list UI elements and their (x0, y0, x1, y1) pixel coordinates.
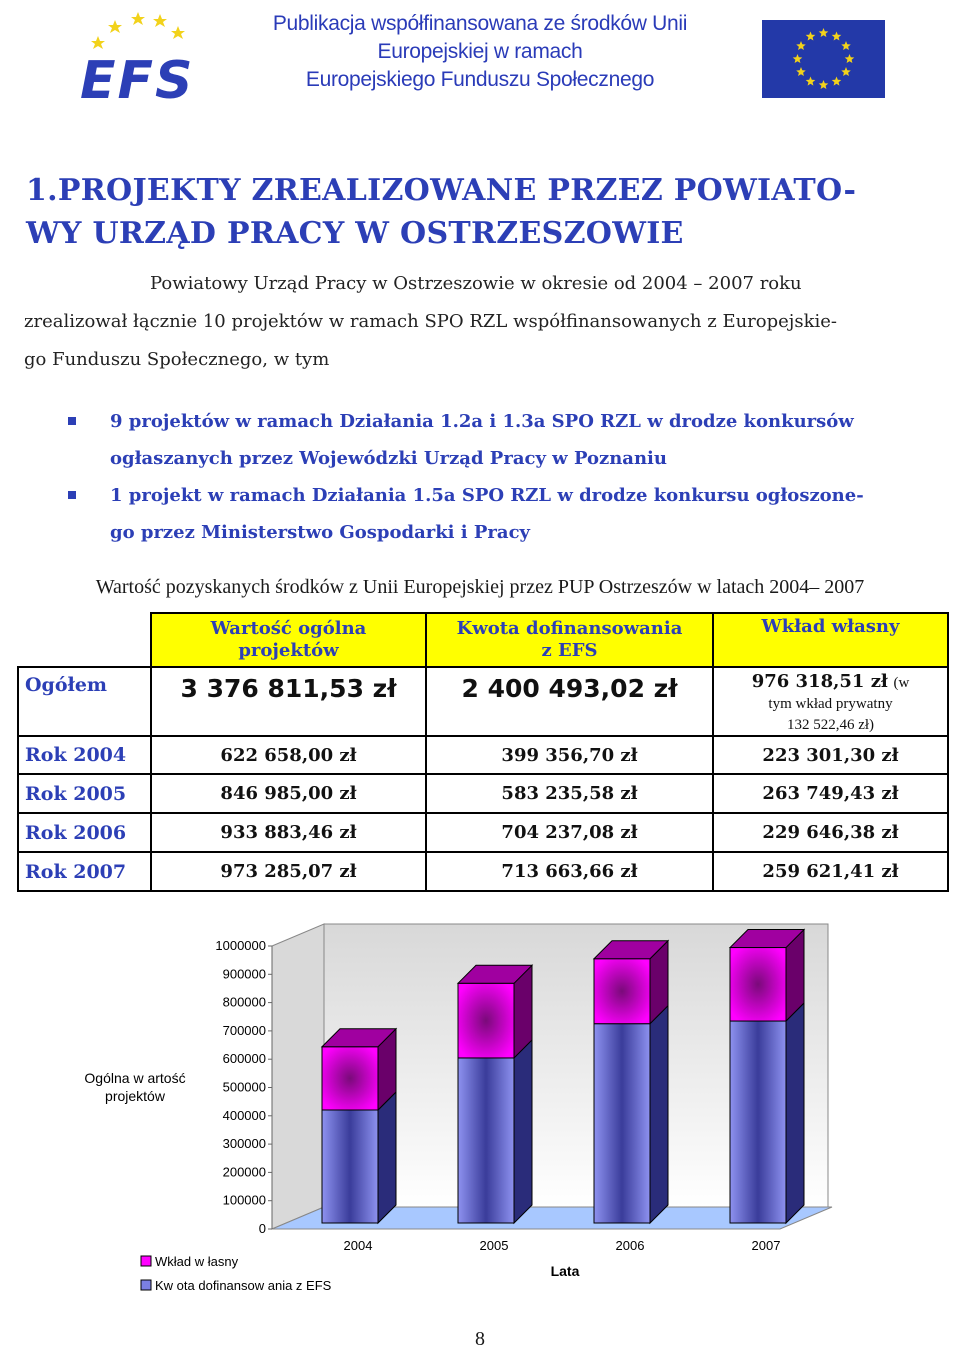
y-tick-label: 300000 (222, 1136, 266, 1152)
cell-efs: 583 235,58 zł (426, 774, 713, 813)
bar-own (594, 959, 650, 1024)
table-corner (18, 613, 151, 667)
own-note-a: (w (893, 675, 910, 691)
cell-own: 223 301,30 zł (713, 736, 948, 774)
bullet-marker-icon (68, 417, 76, 425)
y-tick-label: 100000 (222, 1192, 266, 1208)
bar-efs-side (650, 1006, 668, 1223)
total-value-cell: 3 376 811,53 zł (151, 667, 426, 736)
publication-line-3: Europejskiego Funduszu Społecznego (305, 68, 655, 91)
header-line: Wkład własny (761, 616, 900, 637)
cell-total: 846 985,00 zł (151, 774, 426, 813)
bar-own (730, 948, 786, 1021)
bar-own (458, 983, 514, 1058)
row-label: Rok 2005 (18, 774, 151, 813)
bullet-1-line-2: ogłaszanych przez Wojewódzki Urząd Pracy w Poznaniu (110, 448, 667, 469)
header-own-contribution (713, 613, 948, 667)
header-line: z EFS (541, 640, 598, 661)
y-tick-label: 700000 (222, 1022, 266, 1038)
cell-efs: 399 356,70 zł (426, 736, 713, 774)
bullet-1-line-1: 9 projektów w ramach Działania 1.2a i 1.3a SPO RZL w drodze konkursów (110, 411, 854, 432)
header-line: projektów (238, 640, 339, 661)
cell-efs: 704 237,08 zł (426, 813, 713, 852)
intro-line-2: zrealizował łącznie 10 projektów w ramach SPO RZL współfinansowanych z Europejskie- (24, 311, 838, 332)
header-total-value (151, 613, 426, 667)
bar-efs (730, 1021, 786, 1223)
y-tick-label: 900000 (222, 966, 266, 982)
x-axis-label: Lata (550, 1263, 580, 1279)
total-efs-cell: 2 400 493,02 zł (426, 667, 713, 736)
page-title-line-1: 1.PROJEKTY ZREALIZOWANE PRZEZ POWIATO- (26, 173, 857, 208)
bar-efs-side (514, 1040, 532, 1223)
table-row (18, 774, 948, 813)
page-number: 8 (475, 1328, 485, 1350)
eu-flag-icon (762, 20, 885, 98)
y-axis-label-line-2: projektów (105, 1088, 165, 1104)
table-row (18, 852, 948, 891)
own-note-b: tym wkład prywatny (768, 696, 893, 712)
bar-efs-side (786, 1003, 804, 1223)
publication-line-2: Europejskiej w ramach (377, 40, 583, 63)
cell-own: 263 749,43 zł (713, 774, 948, 813)
y-axis-label-line-1: Ogólna w artość (84, 1070, 186, 1086)
intro-line-3: go Funduszu Społecznego, w tym (24, 349, 330, 370)
table-caption: Wartość pozyskanych środków z Unii Europejskiej przez PUP Ostrzeszów w latach 2004– 2007 (95, 576, 865, 598)
chart-side-wall (272, 924, 324, 1229)
efs-logo-text: EFS (80, 51, 195, 106)
table-row (18, 736, 948, 774)
cell-own: 229 646,38 zł (713, 813, 948, 852)
row-label: Rok 2006 (18, 813, 151, 852)
y-tick-label: 200000 (222, 1164, 266, 1180)
publication-line-1: Publikacja współfinansowana ze środków Unii (272, 12, 688, 35)
bar-efs (458, 1058, 514, 1223)
y-tick-label: 400000 (222, 1107, 266, 1123)
total-own-value: 976 318,51 zł (751, 671, 888, 692)
stacked-bar-chart (0, 905, 960, 1305)
bullet-2-line-1: 1 projekt w ramach Działania 1.5a SPO RZL w drodze konkursu ogłoszone- (110, 485, 864, 506)
header-line: Wartość ogólna (210, 618, 367, 639)
bar-own (322, 1047, 378, 1110)
x-tick-label: 2006 (615, 1238, 645, 1253)
bar-efs-side (378, 1092, 396, 1223)
y-tick-label: 1000000 (215, 938, 266, 953)
chart-legend (141, 1254, 332, 1293)
y-tick-label: 600000 (222, 1051, 266, 1067)
funding-table (17, 612, 949, 892)
legend-label-own: Wkład w łasny (155, 1254, 239, 1269)
cell-own: 259 621,41 zł (713, 852, 948, 891)
header-efs-amount (426, 613, 713, 667)
table-row (18, 813, 948, 852)
row-label: Ogółem (18, 667, 151, 736)
bar-efs (594, 1024, 650, 1223)
table-row-total (18, 667, 948, 736)
bullet-2-line-2: go przez Ministerstwo Gospodarki i Pracy (110, 522, 530, 543)
stars-arc-icon (91, 12, 185, 49)
cell-total: 933 883,46 zł (151, 813, 426, 852)
header-line: Kwota dofinansowania (456, 618, 683, 639)
intro-line-1: Powiatowy Urząd Pracy w Ostrzeszowie w okresie od 2004 – 2007 roku (150, 273, 802, 294)
bullet-marker-icon (68, 491, 76, 499)
cell-total: 973 285,07 zł (151, 852, 426, 891)
y-tick-label: 500000 (222, 1079, 266, 1095)
bar-efs (322, 1110, 378, 1223)
cell-efs: 713 663,66 zł (426, 852, 713, 891)
y-tick-label: 0 (258, 1221, 266, 1236)
page-title-line-2: WY URZĄD PRACY W OSTRZESZOWIE (26, 216, 684, 251)
total-own-cell (713, 667, 948, 736)
x-tick-label: 2004 (343, 1238, 373, 1253)
x-tick-label: 2005 (479, 1238, 509, 1253)
x-tick-label: 2007 (751, 1238, 781, 1253)
own-note-c: 132 522,46 zł) (786, 717, 875, 733)
legend-swatch-own (141, 1256, 151, 1266)
cell-total: 622 658,00 zł (151, 736, 426, 774)
y-tick-label: 800000 (222, 994, 266, 1010)
row-label: Rok 2007 (18, 852, 151, 891)
legend-swatch-efs (141, 1280, 151, 1290)
efs-logo (70, 6, 220, 106)
row-label: Rok 2004 (18, 736, 151, 774)
legend-label-efs: Kw ota dofinansow ania z EFS (155, 1278, 332, 1293)
